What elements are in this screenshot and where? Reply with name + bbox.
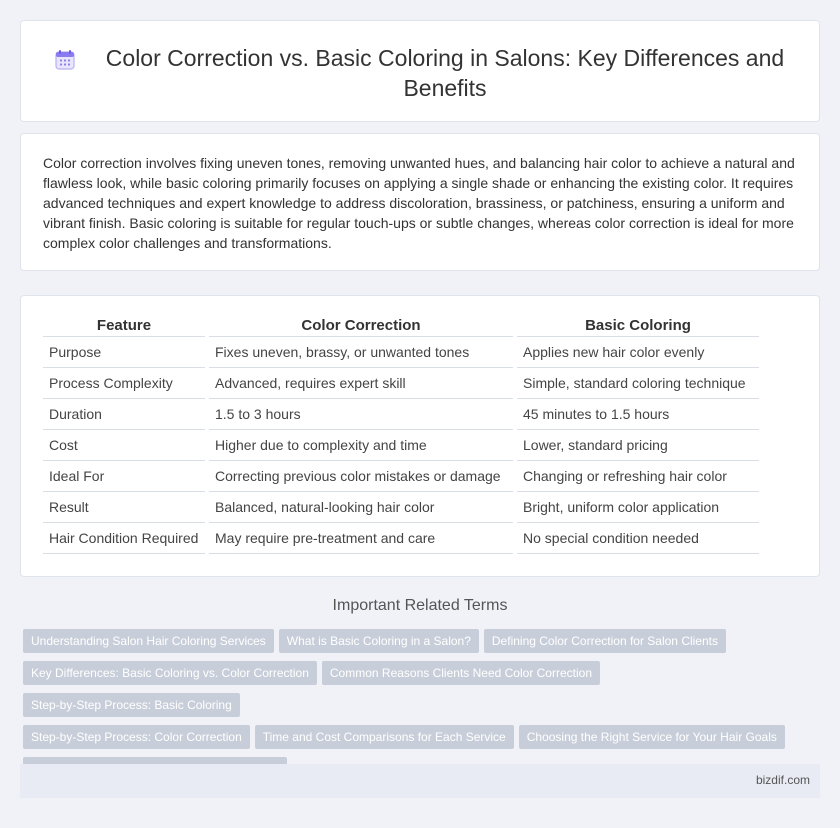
column-header-feature: Feature xyxy=(43,314,207,337)
table-row xyxy=(43,368,759,399)
table-cell: Duration xyxy=(43,399,207,430)
table-cell: Result xyxy=(43,492,207,523)
related-terms-heading: Important Related Terms xyxy=(332,597,508,614)
column-header-color-correction: Color Correction xyxy=(207,314,515,337)
comparison-table xyxy=(43,314,759,554)
table-cell: Lower, standard pricing xyxy=(515,430,759,461)
table-cell: May require pre-treatment and care xyxy=(207,523,515,554)
related-term-tag[interactable]: Key Differences: Basic Coloring vs. Color Correction xyxy=(23,661,317,685)
table-row xyxy=(43,492,759,523)
table-cell: Applies new hair color evenly xyxy=(515,337,759,368)
table-cell: Advanced, requires expert skill xyxy=(207,368,515,399)
table-cell: 1.5 to 3 hours xyxy=(207,399,515,430)
table-row xyxy=(43,399,759,430)
intro-card xyxy=(20,133,820,271)
related-term-tag[interactable]: Choosing the Right Service for Your Hair Goals xyxy=(519,725,785,749)
table-row xyxy=(43,523,759,554)
table-cell: Fixes uneven, brassy, or unwanted tones xyxy=(207,337,515,368)
table-cell: Correcting previous color mistakes or damage xyxy=(207,461,515,492)
title-card xyxy=(20,20,820,122)
table-cell: 45 minutes to 1.5 hours xyxy=(515,399,759,430)
table-cell: Cost xyxy=(43,430,207,461)
related-term-tag[interactable]: What is Basic Coloring in a Salon? xyxy=(279,629,479,653)
footer-source-link[interactable]: bizdif.com xyxy=(755,773,810,787)
related-term-tag[interactable]: Common Reasons Clients Need Color Correction xyxy=(322,661,600,685)
table-row xyxy=(43,430,759,461)
related-term-tag[interactable]: Defining Color Correction for Salon Clients xyxy=(484,629,726,653)
table-row xyxy=(43,337,759,368)
table-cell: Changing or refreshing hair color xyxy=(515,461,759,492)
intro-paragraph: Color correction involves fixing uneven tones, removing unwanted hues, and balancing hair color to achieve a natural and flawless look, while basic coloring primarily focuses on applying a single shade or enhancing the existing color. It requires advanced techniques and expert knowledge to address discoloration, brassiness, or patchiness, ensuring a uniform and vibrant finish. Basic coloring is suitable for regular touch-ups or subtle changes, whereas color correction is ideal for more complex color challenges and transformations. xyxy=(43,155,795,251)
related-term-tag[interactable]: Step-by-Step Process: Basic Coloring xyxy=(23,693,240,717)
table-cell: Balanced, natural-looking hair color xyxy=(207,492,515,523)
related-term-tag[interactable]: Time and Cost Comparisons for Each Service xyxy=(255,725,514,749)
table-cell: Ideal For xyxy=(43,461,207,492)
page-title: Color Correction vs. Basic Coloring in Salons: Key Differences and Benefits xyxy=(105,45,785,101)
table-cell: Hair Condition Required xyxy=(43,523,207,554)
table-cell: Process Complexity xyxy=(43,368,207,399)
table-cell: Purpose xyxy=(43,337,207,368)
column-header-basic-coloring: Basic Coloring xyxy=(515,314,759,337)
comparison-card xyxy=(20,295,820,577)
table-cell: No special condition needed xyxy=(515,523,759,554)
table-header-row xyxy=(43,314,759,337)
table-cell: Bright, uniform color application xyxy=(515,492,759,523)
calendar-icon xyxy=(53,48,77,72)
table-cell: Simple, standard coloring technique xyxy=(515,368,759,399)
table-row xyxy=(43,461,759,492)
related-term-tag[interactable]: Understanding Salon Hair Coloring Services xyxy=(23,629,274,653)
table-cell: Higher due to complexity and time xyxy=(207,430,515,461)
related-term-tag[interactable]: Step-by-Step Process: Color Correction xyxy=(23,725,250,749)
footer xyxy=(20,764,820,798)
